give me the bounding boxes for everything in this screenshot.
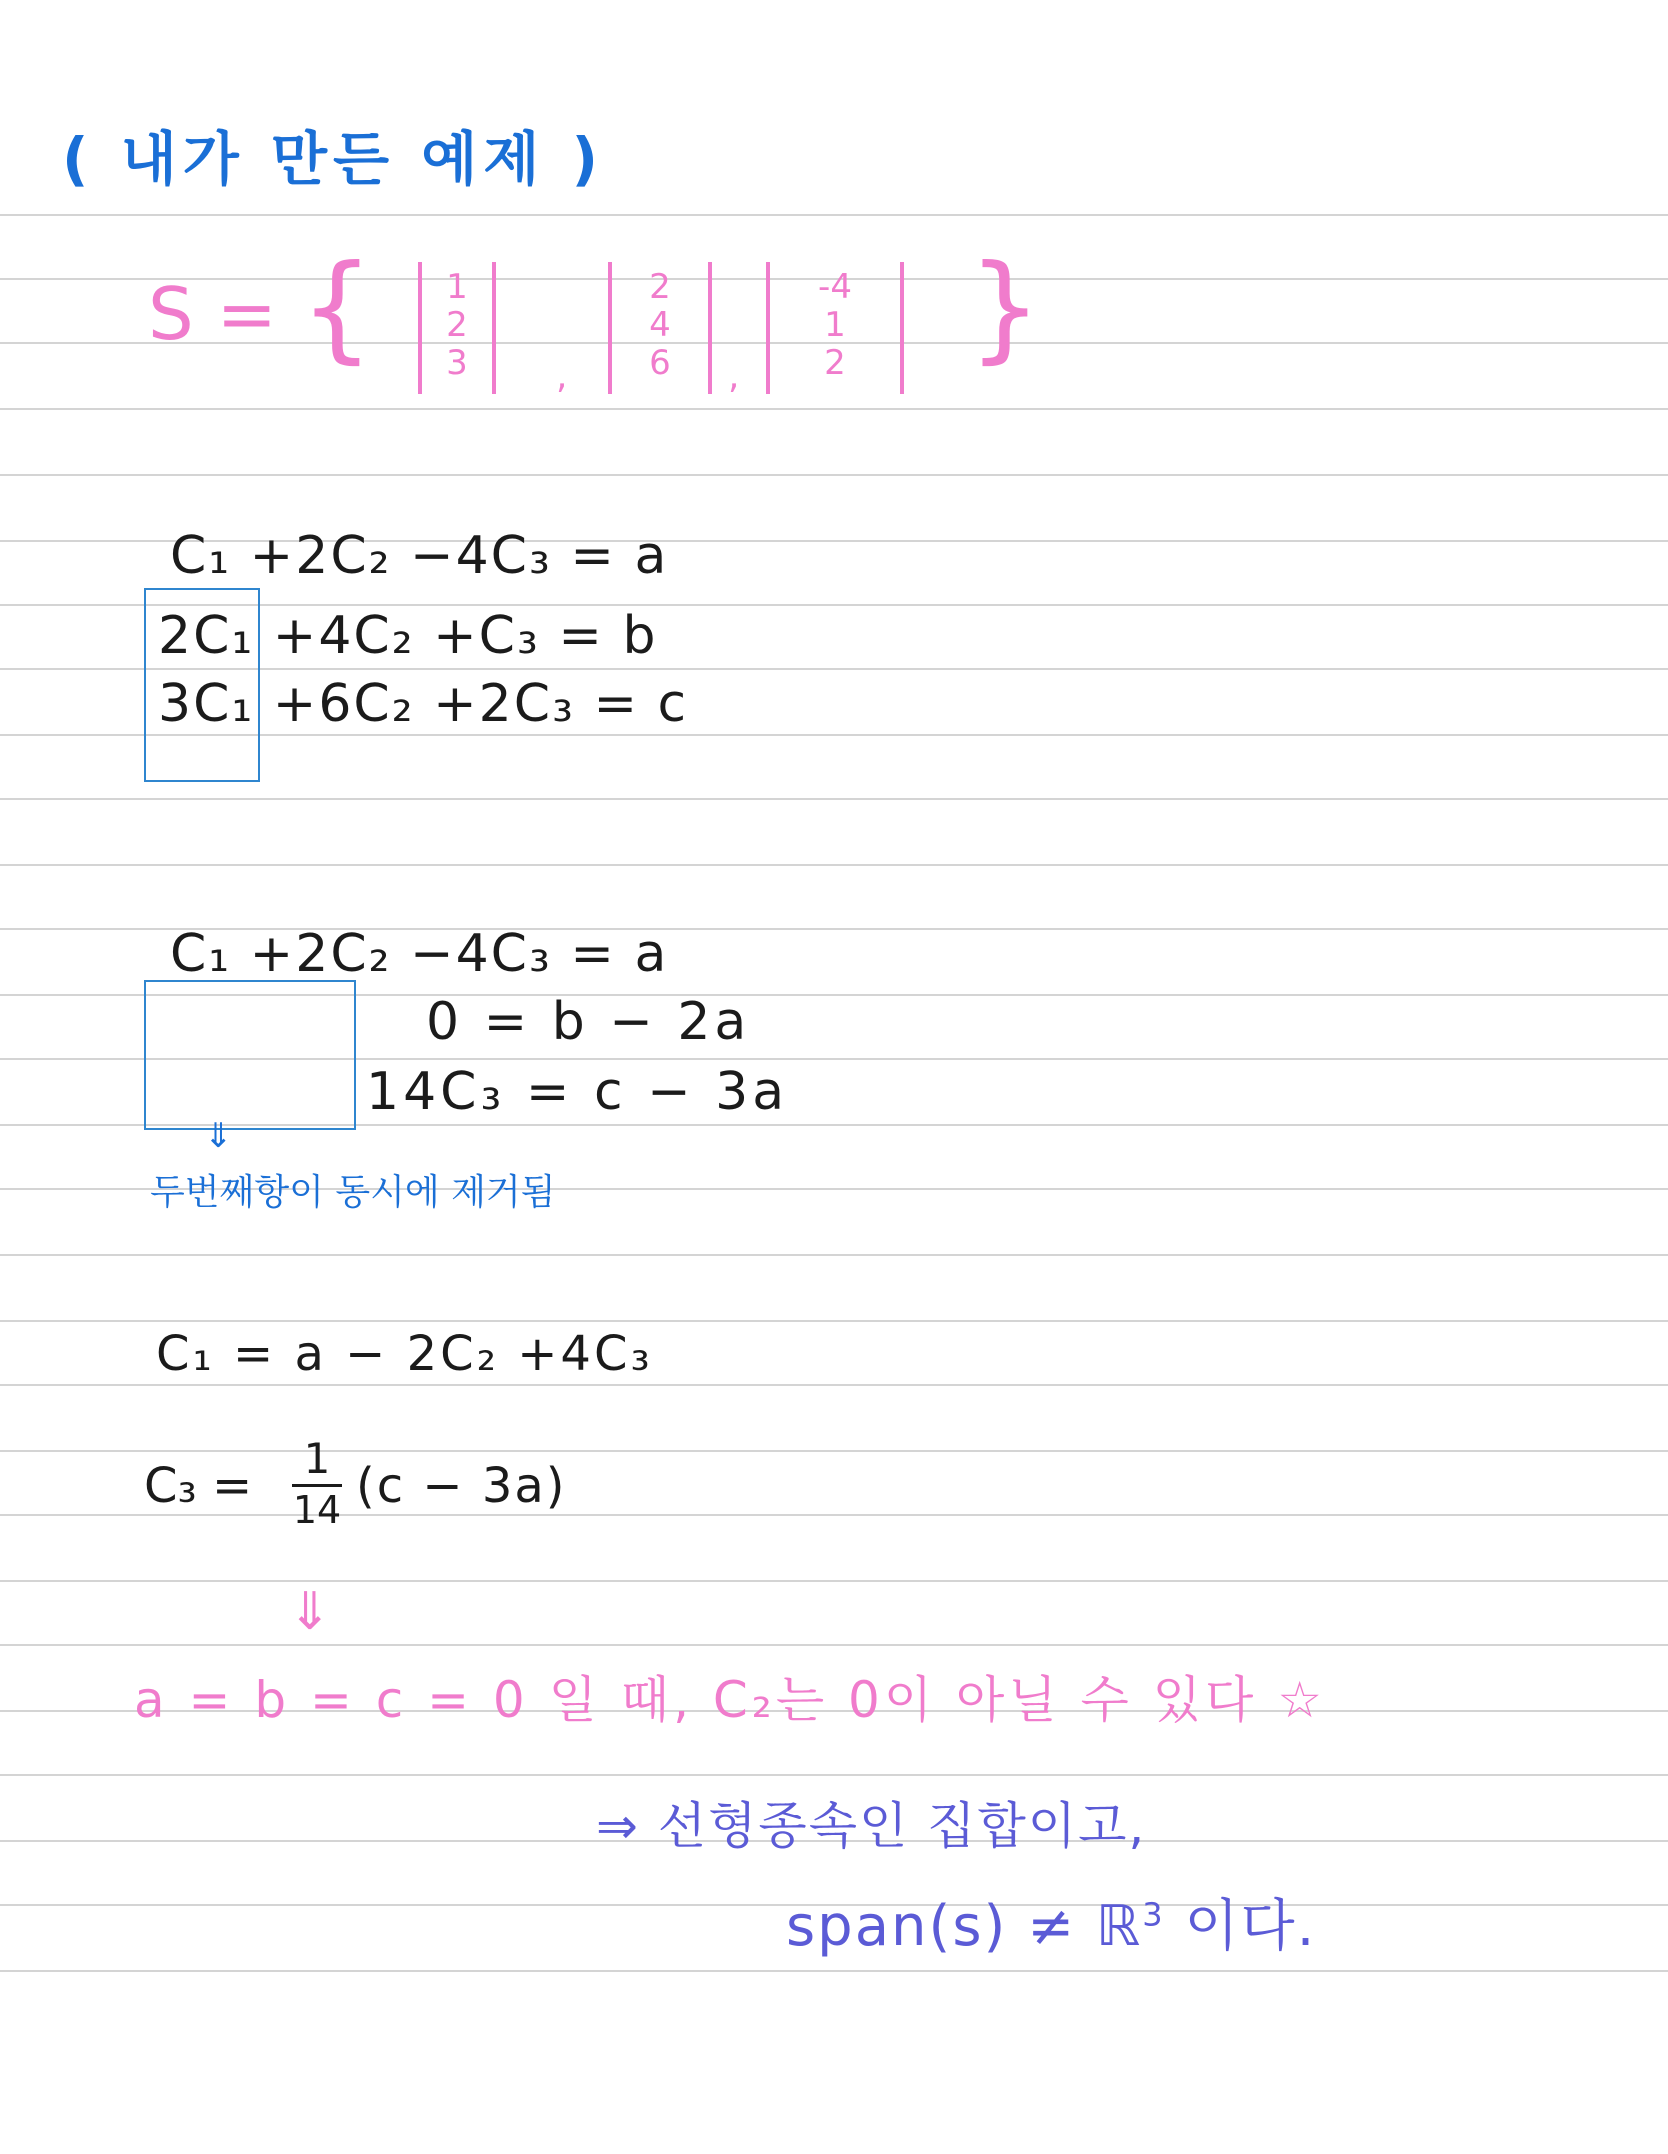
conclusion-line: a = b = c = 0 일 때, C₂는 0이 아닐 수 있다 ☆	[134, 1671, 1327, 1729]
page-title: ( 내가 만든 예제 )	[62, 125, 604, 193]
down-arrow-icon: ⇓	[288, 1582, 332, 1642]
vector-1	[418, 262, 496, 394]
span-suffix: 이다.	[1164, 1894, 1317, 1959]
set-lhs: S =	[148, 272, 277, 356]
highlight-box	[144, 980, 356, 1130]
close-brace: }	[968, 240, 1042, 375]
vector-3	[766, 262, 904, 394]
exponent: 3	[1142, 1895, 1165, 1934]
c1-expression: C₁ = a − 2C₂ +4C₃	[156, 1326, 653, 1382]
c3-fraction	[292, 1436, 342, 1531]
span-statement: span(s) ≠ ℝ	[786, 1894, 1143, 1959]
equation-row: 3C₁ +6C₂ +2C₃ = c	[158, 674, 689, 734]
vector-2-entry: 6	[649, 343, 671, 383]
vector-3-entry: -4	[818, 267, 852, 307]
vector-2-entry: 2	[649, 267, 671, 307]
vector-1-entry: 3	[446, 343, 468, 383]
comma: ,	[556, 356, 568, 397]
equation-row: C₁ +2C₂ −4C₃ = a	[170, 924, 669, 984]
equation-row: 2C₁ +4C₂ +C₃ = b	[158, 606, 658, 666]
vector-2	[608, 262, 712, 394]
vector-1-entry: 2	[446, 305, 468, 345]
comma: ,	[728, 356, 740, 397]
annotation-note: 두번째항이 동시에 제거됨	[150, 1172, 556, 1213]
equation-row: 14C₃ = c − 3a	[366, 1062, 789, 1122]
vector-1-entry: 1	[446, 267, 468, 307]
fraction-numerator: 1	[303, 1434, 331, 1483]
vector-3-entry: 1	[824, 305, 846, 345]
conclusion-line: ⇒ 선형종속인 집합이고,	[596, 1797, 1147, 1855]
vector-3-entry: 2	[824, 343, 846, 383]
open-brace: {	[300, 240, 374, 375]
down-arrow-icon: ⇓	[204, 1116, 233, 1156]
highlight-box	[144, 588, 260, 782]
fraction-denominator: 14	[292, 1488, 342, 1532]
conclusion-line	[786, 1882, 1316, 1962]
c3-rest: (c − 3a)	[356, 1458, 567, 1514]
vector-2-entry: 4	[649, 305, 671, 345]
c3-lhs: C₃ =	[144, 1458, 253, 1514]
equation-row: 0 = b − 2a	[426, 992, 751, 1052]
fraction-bar	[292, 1484, 342, 1487]
equation-row: C₁ +2C₂ −4C₃ = a	[170, 526, 669, 586]
